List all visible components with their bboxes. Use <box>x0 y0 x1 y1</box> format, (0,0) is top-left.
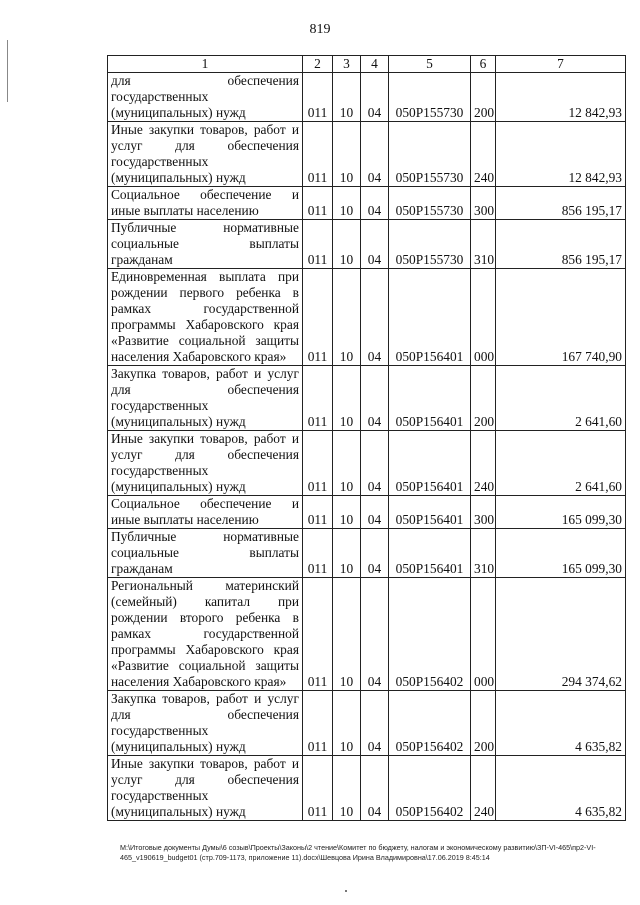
row-description <box>108 578 303 691</box>
scan-dot <box>345 890 347 892</box>
description-line: социальные выплаты <box>111 545 299 560</box>
table-row <box>108 529 626 578</box>
row-description <box>108 691 303 756</box>
subsection-code: 04 <box>361 756 389 821</box>
amount: 167 740,90 <box>496 269 626 366</box>
description-line: рождении первого ребенка в <box>111 285 299 300</box>
description-line: (муниципальных) нужд <box>111 739 246 754</box>
target-article-code: 050P155730 <box>389 187 471 220</box>
amount: 4 635,82 <box>496 691 626 756</box>
description-line: программы Хабаровского края <box>111 642 299 657</box>
row-description <box>108 73 303 122</box>
ministry-code: 011 <box>303 756 333 821</box>
section-code: 10 <box>333 220 361 269</box>
amount: 12 842,93 <box>496 73 626 122</box>
header-col-6: 6 <box>471 56 496 73</box>
amount: 165 099,30 <box>496 529 626 578</box>
page-number: 819 <box>309 22 331 37</box>
row-description <box>108 122 303 187</box>
description-line: населения Хабаровского края» <box>111 674 287 689</box>
table-row <box>108 366 626 431</box>
table-row <box>108 269 626 366</box>
section-code: 10 <box>333 269 361 366</box>
section-code: 10 <box>333 122 361 187</box>
row-description <box>108 756 303 821</box>
description-line: Закупка товаров, работ и услуг <box>111 691 299 706</box>
target-article-code: 050P156402 <box>389 578 471 691</box>
description-line: государственных <box>111 154 209 169</box>
section-code: 10 <box>333 187 361 220</box>
ministry-code: 011 <box>303 691 333 756</box>
amount: 856 195,17 <box>496 220 626 269</box>
header-row <box>108 56 626 73</box>
amount: 4 635,82 <box>496 756 626 821</box>
table-row <box>108 431 626 496</box>
expense-type-code: 000 <box>471 269 496 366</box>
description-line: услуг для обеспечения <box>111 447 299 462</box>
section-code: 10 <box>333 578 361 691</box>
description-line: государственных <box>111 398 209 413</box>
description-line: «Развитие социальной защиты <box>111 333 299 348</box>
table-row <box>108 187 626 220</box>
section-code: 10 <box>333 431 361 496</box>
description-line: для обеспечения <box>111 73 299 88</box>
description-line: гражданам <box>111 561 173 576</box>
description-line: Иные закупки товаров, работ и <box>111 122 299 137</box>
section-code: 10 <box>333 496 361 529</box>
description-line: Иные закупки товаров, работ и <box>111 431 299 446</box>
subsection-code: 04 <box>361 220 389 269</box>
expense-type-code: 240 <box>471 122 496 187</box>
description-line: (муниципальных) нужд <box>111 170 246 185</box>
description-line: Единовременная выплата при <box>111 269 299 284</box>
amount: 165 099,30 <box>496 496 626 529</box>
description-line: Социальное обеспечение и <box>111 187 299 202</box>
ministry-code: 011 <box>303 431 333 496</box>
table-row <box>108 756 626 821</box>
section-code: 10 <box>333 366 361 431</box>
target-article-code: 050P156402 <box>389 756 471 821</box>
subsection-code: 04 <box>361 73 389 122</box>
description-line: Региональный материнский <box>111 578 299 593</box>
description-line: услуг для обеспечения <box>111 772 299 787</box>
subsection-code: 04 <box>361 431 389 496</box>
target-article-code: 050P156401 <box>389 431 471 496</box>
expense-type-code: 000 <box>471 578 496 691</box>
description-line: иные выплаты населению <box>111 512 259 527</box>
expense-type-code: 240 <box>471 431 496 496</box>
row-description <box>108 529 303 578</box>
target-article-code: 050P156401 <box>389 269 471 366</box>
ministry-code: 011 <box>303 578 333 691</box>
header-col-7: 7 <box>496 56 626 73</box>
expense-type-code: 310 <box>471 220 496 269</box>
table-row <box>108 496 626 529</box>
description-line: (муниципальных) нужд <box>111 414 246 429</box>
target-article-code: 050P156402 <box>389 691 471 756</box>
description-line: Иные закупки товаров, работ и <box>111 756 299 771</box>
header-col-3: 3 <box>333 56 361 73</box>
target-article-code: 050P156401 <box>389 366 471 431</box>
target-article-code: 050P156401 <box>389 496 471 529</box>
expense-type-code: 310 <box>471 529 496 578</box>
description-line: рождении второго ребенка в <box>111 610 299 625</box>
header-col-5: 5 <box>389 56 471 73</box>
description-line: (муниципальных) нужд <box>111 479 246 494</box>
description-line: Социальное обеспечение и <box>111 496 299 511</box>
expense-type-code: 240 <box>471 756 496 821</box>
description-line: Публичные нормативные <box>111 529 299 544</box>
target-article-code: 050P155730 <box>389 220 471 269</box>
section-code: 10 <box>333 756 361 821</box>
row-description <box>108 187 303 220</box>
expense-type-code: 200 <box>471 73 496 122</box>
description-line: программы Хабаровского края <box>111 317 299 332</box>
ministry-code: 011 <box>303 187 333 220</box>
expense-type-code: 300 <box>471 187 496 220</box>
subsection-code: 04 <box>361 529 389 578</box>
description-line: «Развитие социальной защиты <box>111 658 299 673</box>
amount: 294 374,62 <box>496 578 626 691</box>
description-line: государственных <box>111 463 209 478</box>
expense-type-code: 300 <box>471 496 496 529</box>
row-description <box>108 269 303 366</box>
table-row <box>108 73 626 122</box>
table-row <box>108 122 626 187</box>
ministry-code: 011 <box>303 496 333 529</box>
table-row <box>108 220 626 269</box>
description-line: рамках государственной <box>111 626 299 641</box>
file-path-footer: M:\Итоговые документы Думы\6 созыв\Проекты\Законы\2 чтение\Комитет по бюджету, налогам и экономическому развитию\ЗП-VI-465\пр2-VI-465_v190619_budget01 (стр.709-1173, приложение 11).docx\Шевцова Ирина Владимировна\17.06.2019 8:45:14 <box>120 843 596 862</box>
ministry-code: 011 <box>303 122 333 187</box>
ministry-code: 011 <box>303 220 333 269</box>
subsection-code: 04 <box>361 187 389 220</box>
row-description <box>108 366 303 431</box>
description-line: (муниципальных) нужд <box>111 804 246 819</box>
amount: 2 641,60 <box>496 366 626 431</box>
target-article-code: 050P156401 <box>389 529 471 578</box>
margin-mark <box>7 40 8 102</box>
description-line: государственных <box>111 788 209 803</box>
description-line: (муниципальных) нужд <box>111 105 246 120</box>
budget-table <box>107 55 626 821</box>
target-article-code: 050P155730 <box>389 122 471 187</box>
header-col-2: 2 <box>303 56 333 73</box>
description-line: для обеспечения <box>111 382 299 397</box>
subsection-code: 04 <box>361 269 389 366</box>
table-row <box>108 578 626 691</box>
expense-type-code: 200 <box>471 691 496 756</box>
description-line: для обеспечения <box>111 707 299 722</box>
amount: 2 641,60 <box>496 431 626 496</box>
header-col-4: 4 <box>361 56 389 73</box>
section-code: 10 <box>333 529 361 578</box>
description-line: рамках государственной <box>111 301 299 316</box>
description-line: государственных <box>111 89 209 104</box>
ministry-code: 011 <box>303 73 333 122</box>
row-description <box>108 496 303 529</box>
expense-type-code: 200 <box>471 366 496 431</box>
description-line: населения Хабаровского края» <box>111 349 287 364</box>
ministry-code: 011 <box>303 529 333 578</box>
description-line: Закупка товаров, работ и услуг <box>111 366 299 381</box>
amount: 12 842,93 <box>496 122 626 187</box>
ministry-code: 011 <box>303 269 333 366</box>
description-line: социальные выплаты <box>111 236 299 251</box>
row-description <box>108 431 303 496</box>
subsection-code: 04 <box>361 366 389 431</box>
table-row <box>108 691 626 756</box>
section-code: 10 <box>333 73 361 122</box>
subsection-code: 04 <box>361 578 389 691</box>
description-line: гражданам <box>111 252 173 267</box>
subsection-code: 04 <box>361 496 389 529</box>
description-line: Публичные нормативные <box>111 220 299 235</box>
amount: 856 195,17 <box>496 187 626 220</box>
target-article-code: 050P155730 <box>389 73 471 122</box>
description-line: услуг для обеспечения <box>111 138 299 153</box>
description-line: (семейный) капитал при <box>111 594 299 609</box>
description-line: иные выплаты населению <box>111 203 259 218</box>
description-line: государственных <box>111 723 209 738</box>
ministry-code: 011 <box>303 366 333 431</box>
row-description <box>108 220 303 269</box>
subsection-code: 04 <box>361 691 389 756</box>
section-code: 10 <box>333 691 361 756</box>
subsection-code: 04 <box>361 122 389 187</box>
header-col-1: 1 <box>108 56 303 73</box>
